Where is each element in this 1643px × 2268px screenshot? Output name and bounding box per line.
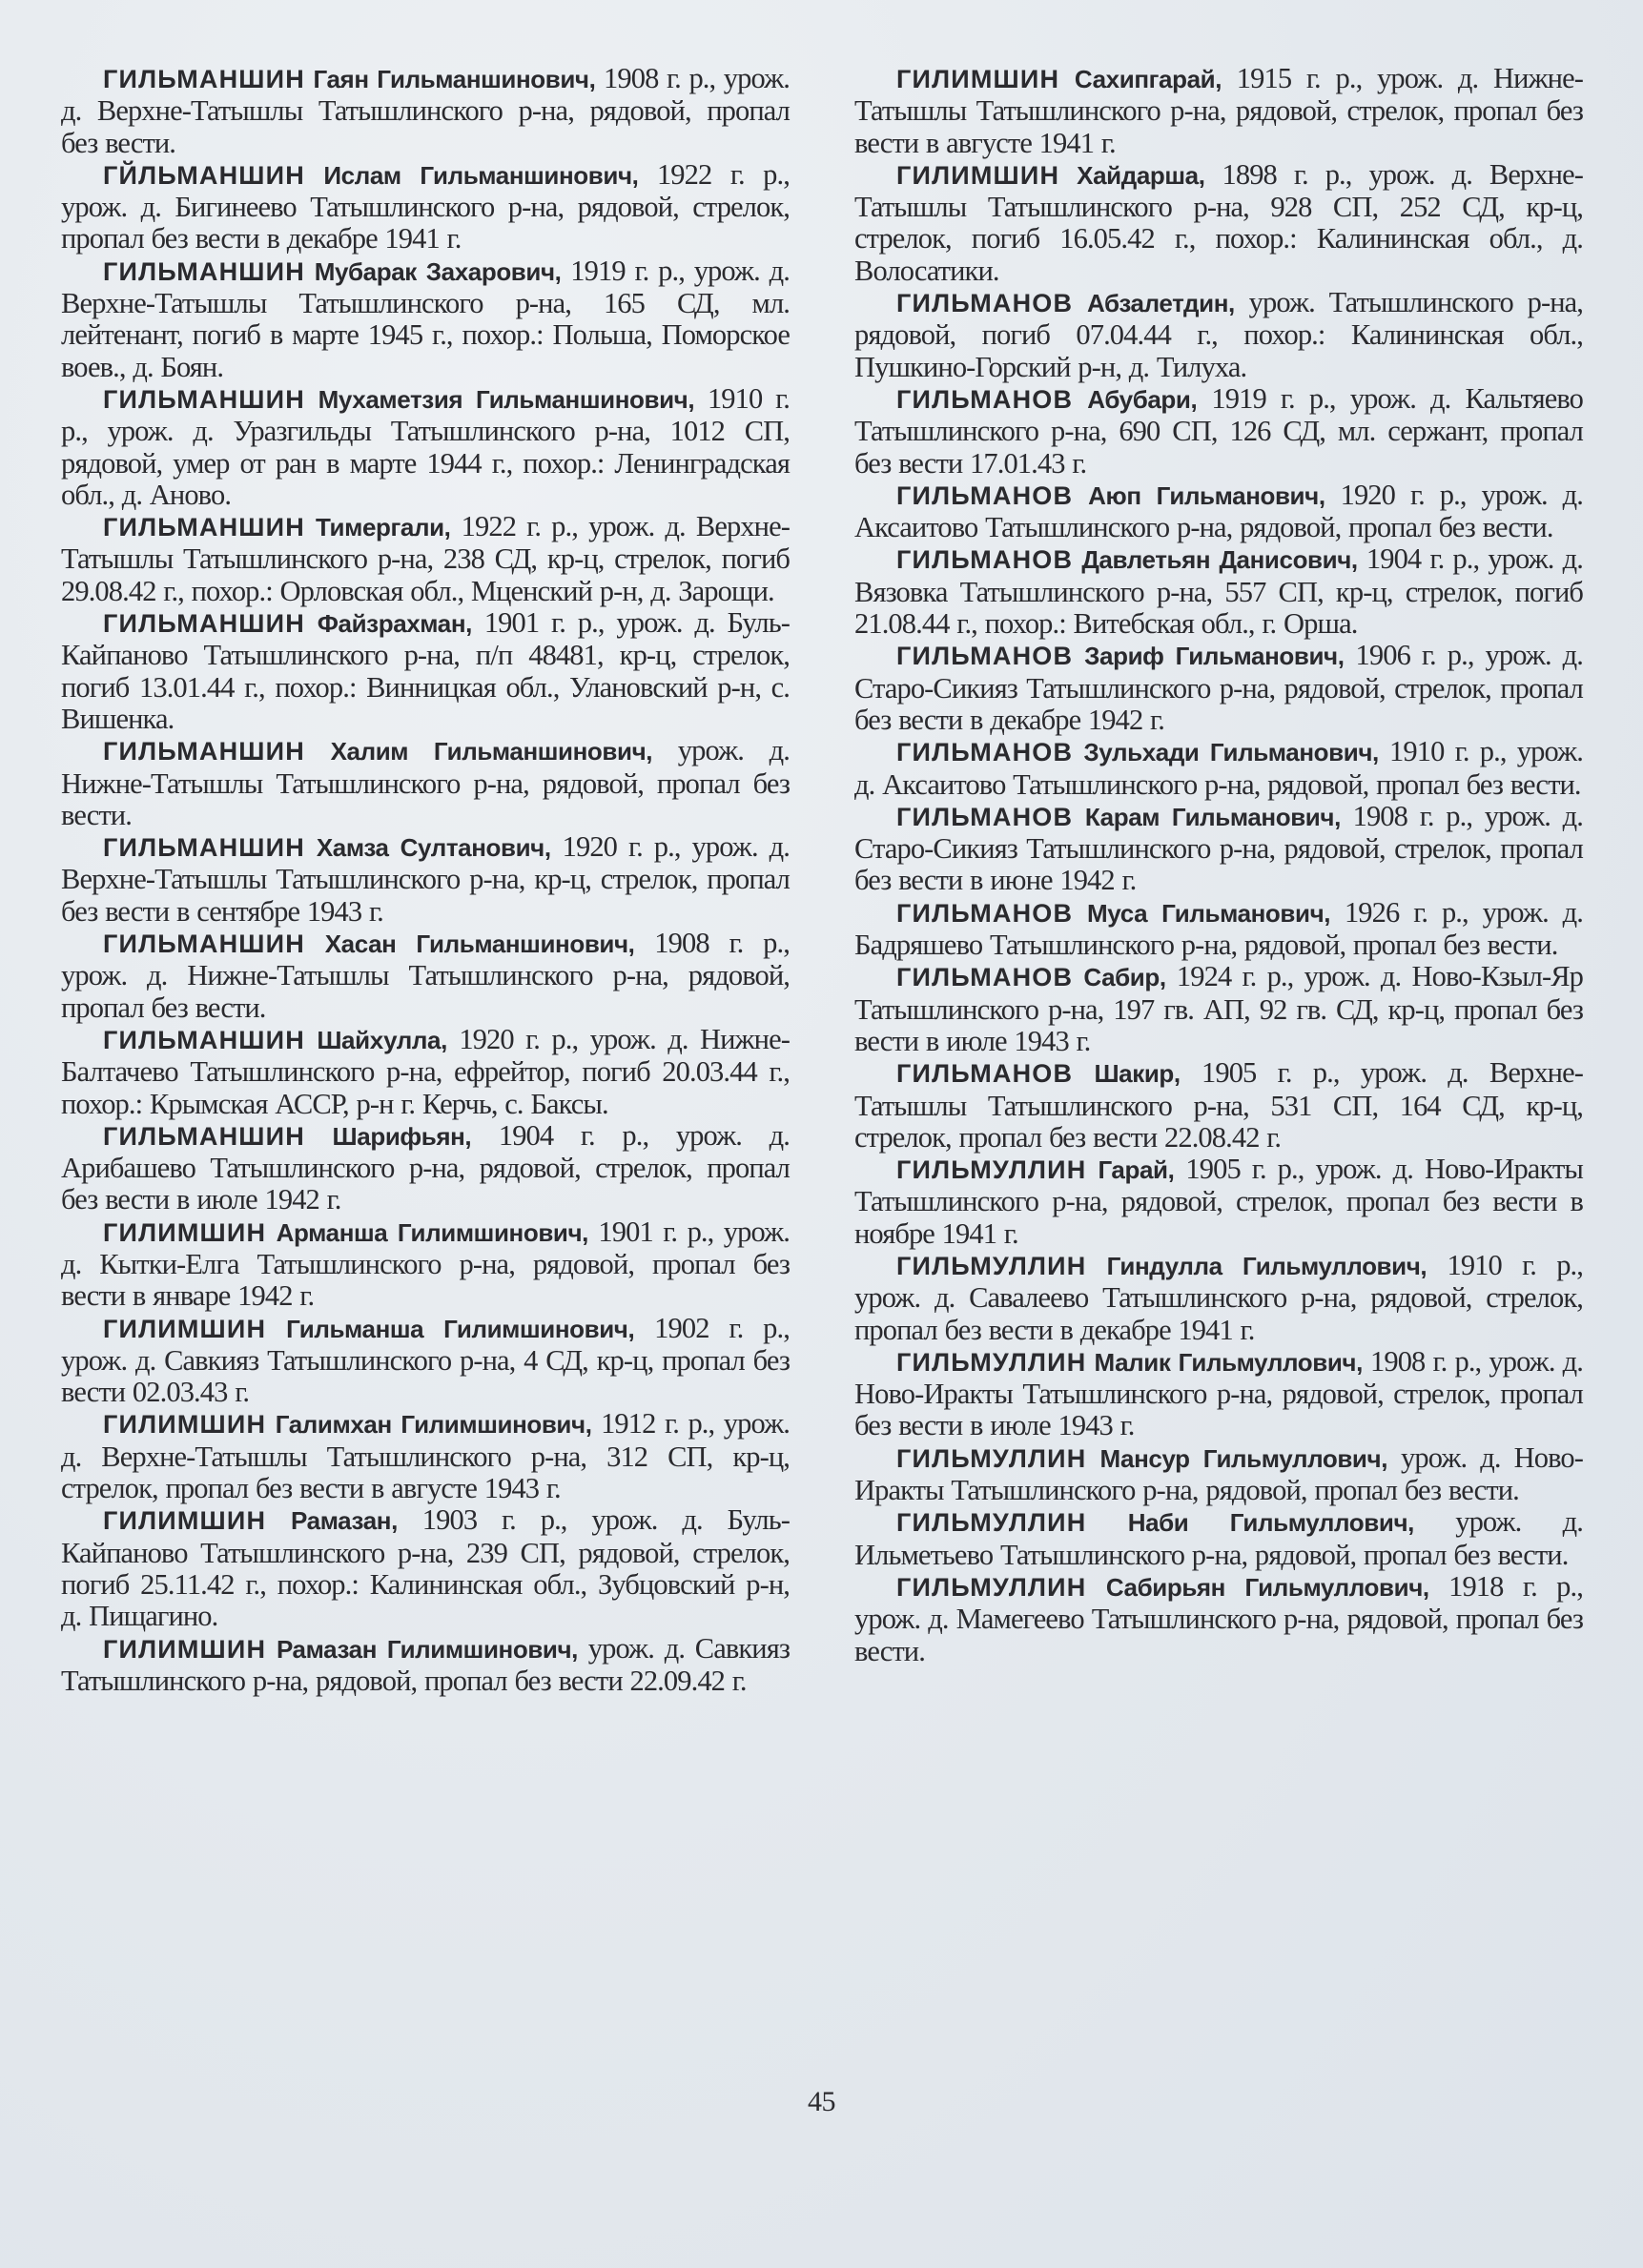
page-number: 45 [808, 2086, 835, 2117]
entry-given-name: Галимхан Гилимшинович, [275, 1410, 592, 1440]
entry-given-name: Зариф Гильманович, [1084, 642, 1345, 671]
entry-surname: ГИЛЬМАНШИН [103, 65, 305, 93]
memorial-entry [61, 1216, 790, 1313]
entry-given-name: Абзалетдин, [1086, 289, 1235, 318]
memorial-entry [854, 1506, 1583, 1571]
entry-given-name: Гаян Гильманшинович, [313, 65, 596, 93]
entry-details: 1908 г. р., урож. д. Старо-Сикияз Татышлинского р-на, рядовой, стрелок, пропал без вести в июне 1942 г. [854, 799, 1583, 897]
memorial-entry [854, 1346, 1583, 1442]
entry-given-name: Файзрахман, [317, 609, 472, 639]
entry-details: урож. д. Ильметьево Татышлинского р-на, рядовой, пропал без вести. [854, 1505, 1583, 1571]
entry-surname: ГИЛЬМАНОВ [896, 963, 1074, 992]
entry-surname: ГИЛЬМАНОВ [896, 480, 1074, 510]
right-column [854, 63, 1583, 1667]
entry-details: 1898 г. р., урож. д. Верхне-Татышлы Татышлинского р-на, 928 СП, 252 СД, кр-ц, стрелок, погиб 16.05.42 г., похор.: Калининская обл., д. Волосатики. [854, 157, 1583, 287]
entry-details: 1920 г. р., урож. д. Аксаитово Татышлинского р-на, рядовой, пропал без вести. [854, 478, 1583, 544]
entry-given-name: Муса Гильманович, [1087, 898, 1331, 928]
entry-surname: ГИЛИМШИН [896, 160, 1060, 190]
memorial-entry [61, 511, 790, 607]
memorial-entry [854, 1250, 1583, 1346]
entry-details: 1926 г. р., урож. д. Бадряшево Татышлинского р-на, рядовой, пропал без вести. [854, 895, 1583, 962]
entry-details: урож. д. Ново-Иракты Татышлинского р-на, рядовой, пропал без вести. [854, 1440, 1583, 1507]
entry-surname: ГИЛЬМАНШИН [103, 1025, 305, 1054]
entry-surname: ГИЛЬМАНОВ [896, 289, 1074, 318]
entry-given-name: Карам Гильманович, [1084, 802, 1341, 831]
entry-given-name: Шакир, [1094, 1059, 1181, 1089]
entry-details: 1908 г. р., урож. д. Нижне-Татышлы Татышлинского р-на, рядовой, пропал без вести. [61, 927, 790, 1024]
entry-given-name: Хайдарша, [1077, 160, 1205, 190]
memorial-entry [61, 607, 790, 735]
memorial-entry [61, 1120, 790, 1216]
entry-given-name: Шарифьян, [332, 1121, 472, 1151]
entry-surname: ГИЛЬМАНШИН [103, 513, 305, 542]
entry-details: 1903 г. р., урож. д. Буль-Кайпаново Татышлинского р-на, 239 СП, рядовой, стрелок, погиб 25.11.42 г., похор.: Калининская обл., Зубцовский р-н, д. Пищагино. [61, 1503, 790, 1633]
entry-details: 1905 г. р., урож. д. Верхне-Татышлы Татышлинского р-на, 531 СП, 164 СД, кр-ц, стрелок, пропал без вести 22.08.42 г. [854, 1056, 1583, 1154]
entry-details: урож. Татышлинского р-на, рядовой, погиб 07.04.44 г., похор.: Калининская обл., Пушкино-Горский р-н, д. Тилуха. [854, 286, 1583, 383]
entry-given-name: Гарай, [1098, 1155, 1175, 1185]
entry-surname: ГИЛИМШИН [103, 1217, 267, 1247]
entry-details: 1901 г. р., урож. д. Кытки-Елга Татышлинского р-на, рядовой, пропал без вести в январе 1942 г. [61, 1215, 790, 1313]
entry-given-name: Давлетьян Данисович, [1081, 545, 1358, 575]
memorial-entry [854, 1442, 1583, 1507]
entry-surname: ГИЛИМШИН [103, 1634, 267, 1664]
memorial-entry [854, 1571, 1583, 1667]
entry-surname: ГИЛЬМАНОВ [896, 642, 1074, 671]
entry-given-name: Рамазан, [291, 1506, 398, 1536]
entry-given-name: Халим Гильманшинович, [330, 737, 653, 766]
entry-details: 1902 г. р., урож. д. Савкияз Татышлинского р-на, 4 СД, кр-ц, пропал без вести 02.03.43 г. [61, 1311, 790, 1409]
memorial-entry [61, 1633, 790, 1698]
memorial-entry [61, 1408, 790, 1504]
memorial-entry [854, 1154, 1583, 1250]
memorial-entry [854, 1057, 1583, 1154]
memorial-entry [61, 735, 790, 831]
entry-details: 1910 г. р., урож. д. Уразгильды Татышлинского р-на, 1012 СП, рядовой, умер от ран в марте 1944 г., похор.: Ленинградская обл., д. Аново. [61, 381, 790, 511]
entry-surname: ГИЛЬМАНШИН [103, 256, 305, 286]
memorial-entry [61, 1504, 790, 1632]
entry-details: 1906 г. р., урож. д. Старо-Сикияз Татышлинского р-на, рядовой, стрелок, пропал без вести в декабре 1942 г. [854, 639, 1583, 736]
entry-details: 1915 г. р., урож. д. Нижне-Татышлы Татышлинского р-на, рядовой, стрелок, пропал без вести в августе 1941 г. [854, 62, 1583, 159]
entry-details: 1918 г. р., урож. д. Мамегеево Татышлинского р-на, рядовой, пропал без вести. [854, 1569, 1583, 1667]
entry-surname: ГИЛИМШИН [103, 1506, 267, 1536]
memorial-entry [854, 736, 1583, 801]
entry-given-name: Зульхади Гильманович, [1083, 738, 1379, 767]
entry-surname: ГИЛЬМАНОВ [896, 738, 1074, 767]
entry-given-name: Шайхулла, [317, 1025, 447, 1054]
entry-surname: ГЙЛЬМАНШИН [103, 160, 305, 190]
entry-surname: ГИЛЬМАНОВ [896, 384, 1074, 414]
entry-details: 1920 г. р., урож. д. Верхне-Татышлы Татышлинского р-на, кр-ц, стрелок, пропал без вести в сентябре 1943 г. [61, 830, 790, 928]
entry-surname: ГИЛЬМАНШИН [103, 609, 305, 639]
memorial-entry [854, 383, 1583, 480]
entry-details: урож. д. Нижне-Татышлы Татышлинского р-на, рядовой, пропал без вести. [61, 734, 790, 831]
entry-given-name: Тимергали, [316, 513, 451, 542]
memorial-entry [854, 801, 1583, 897]
entry-given-name: Малик Гильмуллович, [1094, 1347, 1363, 1377]
memorial-entry [854, 63, 1583, 159]
entry-given-name: Хамза Султанович, [316, 833, 551, 863]
entry-surname: ГИЛЬМАНШИН [103, 737, 305, 766]
entry-surname: ГИЛЬМАНОВ [896, 898, 1074, 928]
entry-surname: ГИЛЬМУЛЛИН [896, 1572, 1087, 1602]
entry-given-name: Рамазан Гилимшинович, [276, 1634, 579, 1664]
memorial-entry [854, 543, 1583, 640]
entry-details: 1910 г. р., урож. д. Аксаитово Татышлинского р-на, рядовой, пропал без вести. [854, 735, 1583, 801]
entry-given-name: Мубарак Захарович, [314, 256, 562, 286]
memorial-entry [61, 63, 790, 159]
entry-details: 1919 г. р., урож. д. Верхне-Татышлы Татышлинского р-на, 165 СД, мл. лейтенант, погиб в марте 1945 г., похор.: Польша, Поморское воев., д. Боян. [61, 254, 790, 383]
entry-details: 1922 г. р., урож. д. Бигинеево Татышлинского р-на, рядовой, стрелок, пропал без вести в декабре 1941 г. [61, 157, 790, 255]
memorial-entry [61, 928, 790, 1024]
memorial-entry [61, 1024, 790, 1120]
entry-given-name: Абубари, [1087, 384, 1198, 414]
memorial-entry [854, 961, 1583, 1057]
entry-given-name: Наби Гильмуллович, [1127, 1508, 1414, 1538]
memorial-entry [854, 159, 1583, 287]
entry-surname: ГИЛЬМУЛЛИН [896, 1508, 1087, 1538]
entry-details: 1912 г. р., урож. д. Верхне-Татышлы Татышлинского р-на, 312 СП, кр-ц, стрелок, пропал без вести в августе 1943 г. [61, 1407, 790, 1505]
entry-surname: ГИЛЬМУЛЛИН [896, 1347, 1087, 1377]
entry-given-name: Сабир, [1083, 963, 1166, 992]
memorial-entry [854, 287, 1583, 383]
entry-given-name: Аюп Гильманович, [1088, 480, 1325, 510]
memorial-entry [61, 159, 790, 255]
entry-surname: ГИЛЬМАНШИН [103, 1121, 305, 1151]
entry-given-name: Ислам Гильманшинович, [323, 160, 639, 190]
left-column [61, 63, 790, 1697]
entry-given-name: Гильманша Гилимшинович, [286, 1314, 635, 1343]
entry-given-name: Сахипгарай, [1074, 65, 1222, 93]
entry-details: 1910 г. р., урож. д. Савалеево Татышлинского р-на, рядовой, стрелок, пропал без вести в декабре 1941 г. [854, 1248, 1583, 1346]
entry-surname: ГИЛЬМУЛЛИН [896, 1251, 1087, 1280]
entry-surname: ГИЛЬМАНШИН [103, 833, 305, 863]
entry-surname: ГИЛЬМАНОВ [896, 802, 1074, 831]
entry-details: 1922 г. р., урож. д. Верхне-Татышлы Татышлинского р-на, 238 СД, кр-ц, стрелок, погиб 29.08.42 г., похор.: Орловская обл., Мценский р-н, д. Зарощи. [61, 510, 790, 607]
entry-given-name: Сабирьян Гильмуллович, [1105, 1572, 1429, 1602]
entry-surname: ГИЛЬМУЛЛИН [896, 1155, 1087, 1185]
entry-given-name: Хасан Гильманшинович, [324, 930, 635, 959]
entry-details: 1920 г. р., урож. д. Нижне-Балтачево Татышлинского р-на, ефрейтор, погиб 20.03.44 г., похор.: Крымская АССР, р-н г. Керчь, с. Баксы. [61, 1022, 790, 1120]
entry-given-name: Арманша Гилимшинович, [276, 1217, 588, 1247]
entry-surname: ГИЛЬМАНОВ [896, 1059, 1074, 1089]
memorial-entry [61, 1313, 790, 1409]
entry-details: 1901 г. р., урож. д. Буль-Кайпаново Татышлинского р-на, п/п 48481, кр-ц, стрелок, погиб 13.01.44 г., похор.: Винницкая обл., Улановский р-н, с. Вишенка. [61, 606, 790, 735]
entry-details: 1904 г. р., урож. д. Арибашево Татышлинского р-на, рядовой, стрелок, пропал без вести в июле 1942 г. [61, 1118, 790, 1216]
entry-details: 1908 г. р., урож. д. Ново-Иракты Татышлинского р-на, рядовой, стрелок, пропал без вести в июле 1943 г. [854, 1344, 1583, 1442]
entry-given-name: Мухаметзия Гильманшинович, [318, 384, 695, 414]
entry-surname: ГИЛЬМАНОВ [896, 545, 1074, 575]
entry-surname: ГИЛЬМАНШИН [103, 384, 305, 414]
entry-details: 1904 г. р., урож. д. Вязовка Татышлинского р-на, 557 СП, кр-ц, стрелок, погиб 21.08.44 г., похор.: Витебская обл., г. Орша. [854, 542, 1583, 641]
entry-surname: ГИЛИМШИН [103, 1410, 267, 1440]
memorial-entry [61, 831, 790, 928]
entry-details: 1908 г. р., урож. д. Верхне-Татышлы Татышлинского р-на, рядовой, пропал без вести. [61, 62, 790, 159]
entry-surname: ГИЛЬМАНШИН [103, 930, 305, 959]
entry-given-name: Мансур Гильмуллович, [1099, 1443, 1388, 1473]
memorial-entry [61, 383, 790, 511]
entry-surname: ГИЛЬМУЛЛИН [896, 1443, 1087, 1473]
entry-details: 1924 г. р., урож. д. Ново-Кзыл-Яр Татышлинского р-на, 197 гв. АП, 92 гв. СД, кр-ц, пропал без вести в июле 1943 г. [854, 960, 1583, 1057]
entry-details: 1905 г. р., урож. д. Ново-Иракты Татышлинского р-на, рядовой, стрелок, пропал без вести в ноябре 1941 г. [854, 1153, 1583, 1250]
entry-given-name: Гиндулла Гильмуллович, [1106, 1251, 1427, 1280]
memorial-entry [854, 480, 1583, 544]
entry-details: урож. д. Савкияз Татышлинского р-на, рядовой, пропал без вести 22.09.42 г. [61, 1631, 790, 1697]
memorial-entry [854, 897, 1583, 962]
entry-details: 1919 г. р., урож. д. Кальтяево Татышлинского р-на, 690 СП, 126 СД, мл. сержант, пропал без вести 17.01.43 г. [854, 381, 1583, 480]
entry-surname: ГИЛИМШИН [103, 1314, 267, 1343]
memorial-entry [61, 255, 790, 383]
memorial-entry [854, 640, 1583, 736]
entry-surname: ГИЛИМШИН [896, 65, 1060, 93]
